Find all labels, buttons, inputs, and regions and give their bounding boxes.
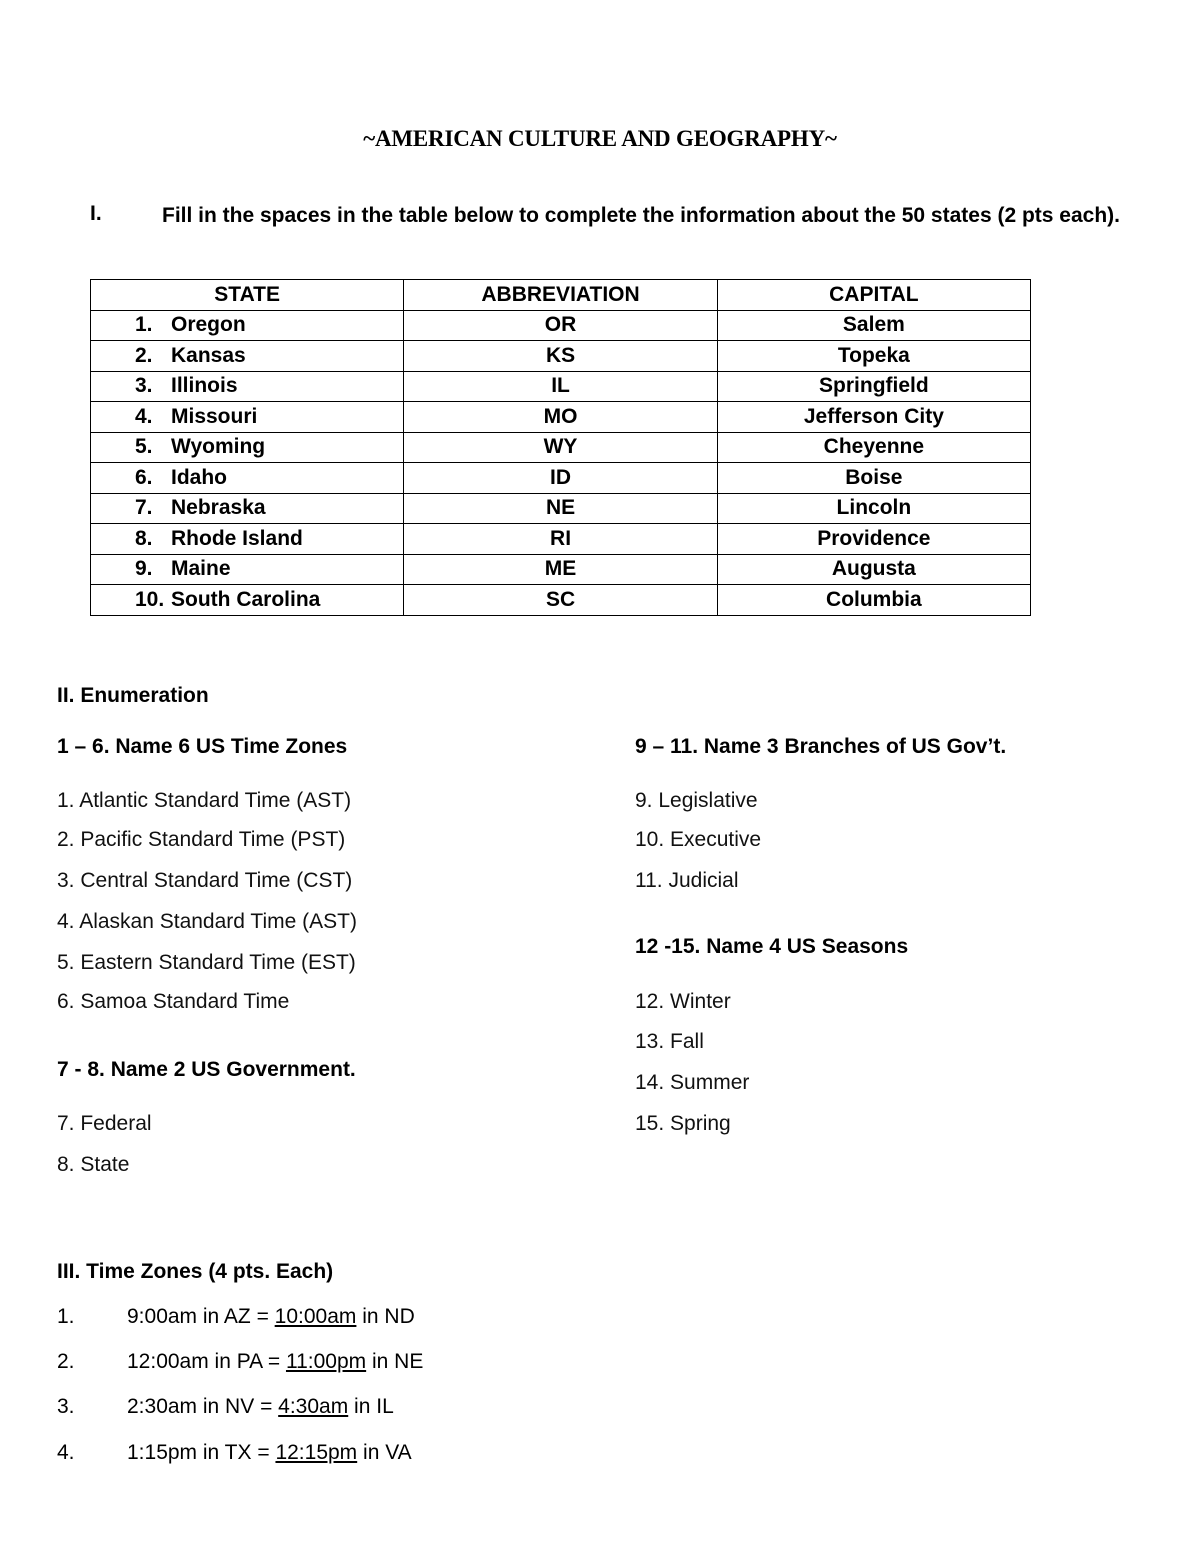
capital-cell: Cheyenne [717,432,1030,463]
capital-cell: Salem [717,310,1030,341]
abbreviation-cell: IL [404,371,717,402]
state-cell [91,371,404,402]
table-row [91,371,1031,402]
state-name: Missouri [171,404,258,428]
question-text [127,1395,394,1419]
row-number: 9. [135,557,153,581]
states-table [90,279,1031,616]
state-name: Rhode Island [171,526,303,550]
question-number: 4. [57,1441,75,1464]
question-number: 2. [57,1350,75,1373]
capital-cell: Providence [717,524,1030,555]
question-prefix: 2:30am in NV = [127,1395,279,1418]
row-number: 10. [135,587,165,611]
timezones-heading: 1 – 6. Name 6 US Time Zones [57,735,348,758]
capital-cell: Jefferson City [717,402,1030,433]
table-row [91,524,1031,555]
table-row [91,432,1031,463]
list-item: 10. Executive [635,828,762,851]
question-number: 1. [57,1305,75,1328]
list-item: 4. Alaskan Standard Time (AST) [57,910,357,933]
table-row [91,554,1031,585]
list-item: 8. State [57,1153,130,1176]
capital-cell: Springfield [717,371,1030,402]
table-row [91,310,1031,341]
question-prefix: 12:00am in PA = [127,1350,286,1373]
table-row [91,585,1031,616]
capital-cell: Columbia [717,585,1030,616]
state-name: Nebraska [171,496,266,520]
table-row [91,493,1031,524]
answer: 4:30am [278,1395,349,1418]
list-item: 6. Samoa Standard Time [57,990,290,1013]
state-cell [91,341,404,372]
capital-cell: Augusta [717,554,1030,585]
abbreviation-cell: ID [404,463,717,494]
page-title: ~AMERICAN CULTURE AND GEOGRAPHY~ [363,126,837,151]
row-number: 5. [135,435,153,459]
row-number: 4. [135,404,153,428]
list-item: 3. Central Standard Time (CST) [57,869,353,892]
enumeration-heading: II. Enumeration [57,684,209,707]
header-capital: CAPITAL [717,280,1030,311]
list-item: 2. Pacific Standard Time (PST) [57,828,346,851]
list-item: 7. Federal [57,1112,152,1135]
capital-cell: Boise [717,463,1030,494]
branches-heading: 9 – 11. Name 3 Branches of US Gov’t. [635,735,1007,758]
question-text [127,1441,412,1465]
state-cell [91,463,404,494]
list-item: 12. Winter [635,990,731,1013]
section1-number: I. [90,202,102,225]
list-item: 13. Fall [635,1030,704,1053]
question-prefix: 9:00am in AZ = [127,1305,275,1328]
state-cell [91,432,404,463]
capital-cell: Topeka [717,341,1030,372]
list-item: 11. Judicial [635,869,739,892]
row-number: 8. [135,526,153,550]
header-abbreviation: ABBREVIATION [404,280,717,311]
table-row [91,463,1031,494]
answer: 10:00am [274,1305,357,1328]
government-heading: 7 - 8. Name 2 US Government. [57,1058,356,1081]
row-number: 1. [135,313,153,337]
question-suffix: in VA [357,1441,412,1464]
row-number: 7. [135,496,153,520]
capital-cell: Lincoln [717,493,1030,524]
abbreviation-cell: OR [404,310,717,341]
state-name: Illinois [171,374,238,398]
answer: 12:15pm [275,1441,358,1464]
state-name: Maine [171,557,231,581]
abbreviation-cell: KS [404,341,717,372]
question-suffix: in IL [348,1395,394,1418]
question-text [127,1305,415,1329]
table-row [91,402,1031,433]
abbreviation-cell: MO [404,402,717,433]
abbreviation-cell: NE [404,493,717,524]
abbreviation-cell: WY [404,432,717,463]
state-name: Idaho [171,465,227,489]
state-cell [91,524,404,555]
row-number: 2. [135,343,153,367]
header-state: STATE [91,280,404,311]
row-number: 6. [135,465,153,489]
table-row [91,341,1031,372]
state-cell [91,493,404,524]
question-suffix: in NE [366,1350,424,1373]
question-text [127,1350,423,1374]
state-name: Kansas [171,343,246,367]
state-cell [91,554,404,585]
list-item: 5. Eastern Standard Time (EST) [57,951,356,974]
seasons-heading: 12 -15. Name 4 US Seasons [635,935,909,958]
question-number: 3. [57,1395,75,1418]
table-header-row [91,280,1031,311]
state-cell [91,310,404,341]
row-number: 3. [135,374,153,398]
answer: 11:00pm [285,1350,367,1373]
section1-instruction: Fill in the spaces in the table below to complete the information about the 50 states (2 pts each). [162,204,1121,227]
question-prefix: 1:15pm in TX = [127,1441,276,1464]
state-name: Oregon [171,313,246,337]
abbreviation-cell: ME [404,554,717,585]
abbreviation-cell: SC [404,585,717,616]
question-suffix: in ND [356,1305,415,1328]
state-name: South Carolina [171,587,321,611]
state-name: Wyoming [171,435,266,459]
list-item: 14. Summer [635,1071,750,1094]
state-cell [91,402,404,433]
list-item: 15. Spring [635,1112,731,1135]
list-item: 9. Legislative [635,789,758,812]
abbreviation-cell: RI [404,524,717,555]
state-cell [91,585,404,616]
list-item: 1. Atlantic Standard Time (AST) [57,789,352,812]
timezones-section-heading: III. Time Zones (4 pts. Each) [57,1260,334,1283]
